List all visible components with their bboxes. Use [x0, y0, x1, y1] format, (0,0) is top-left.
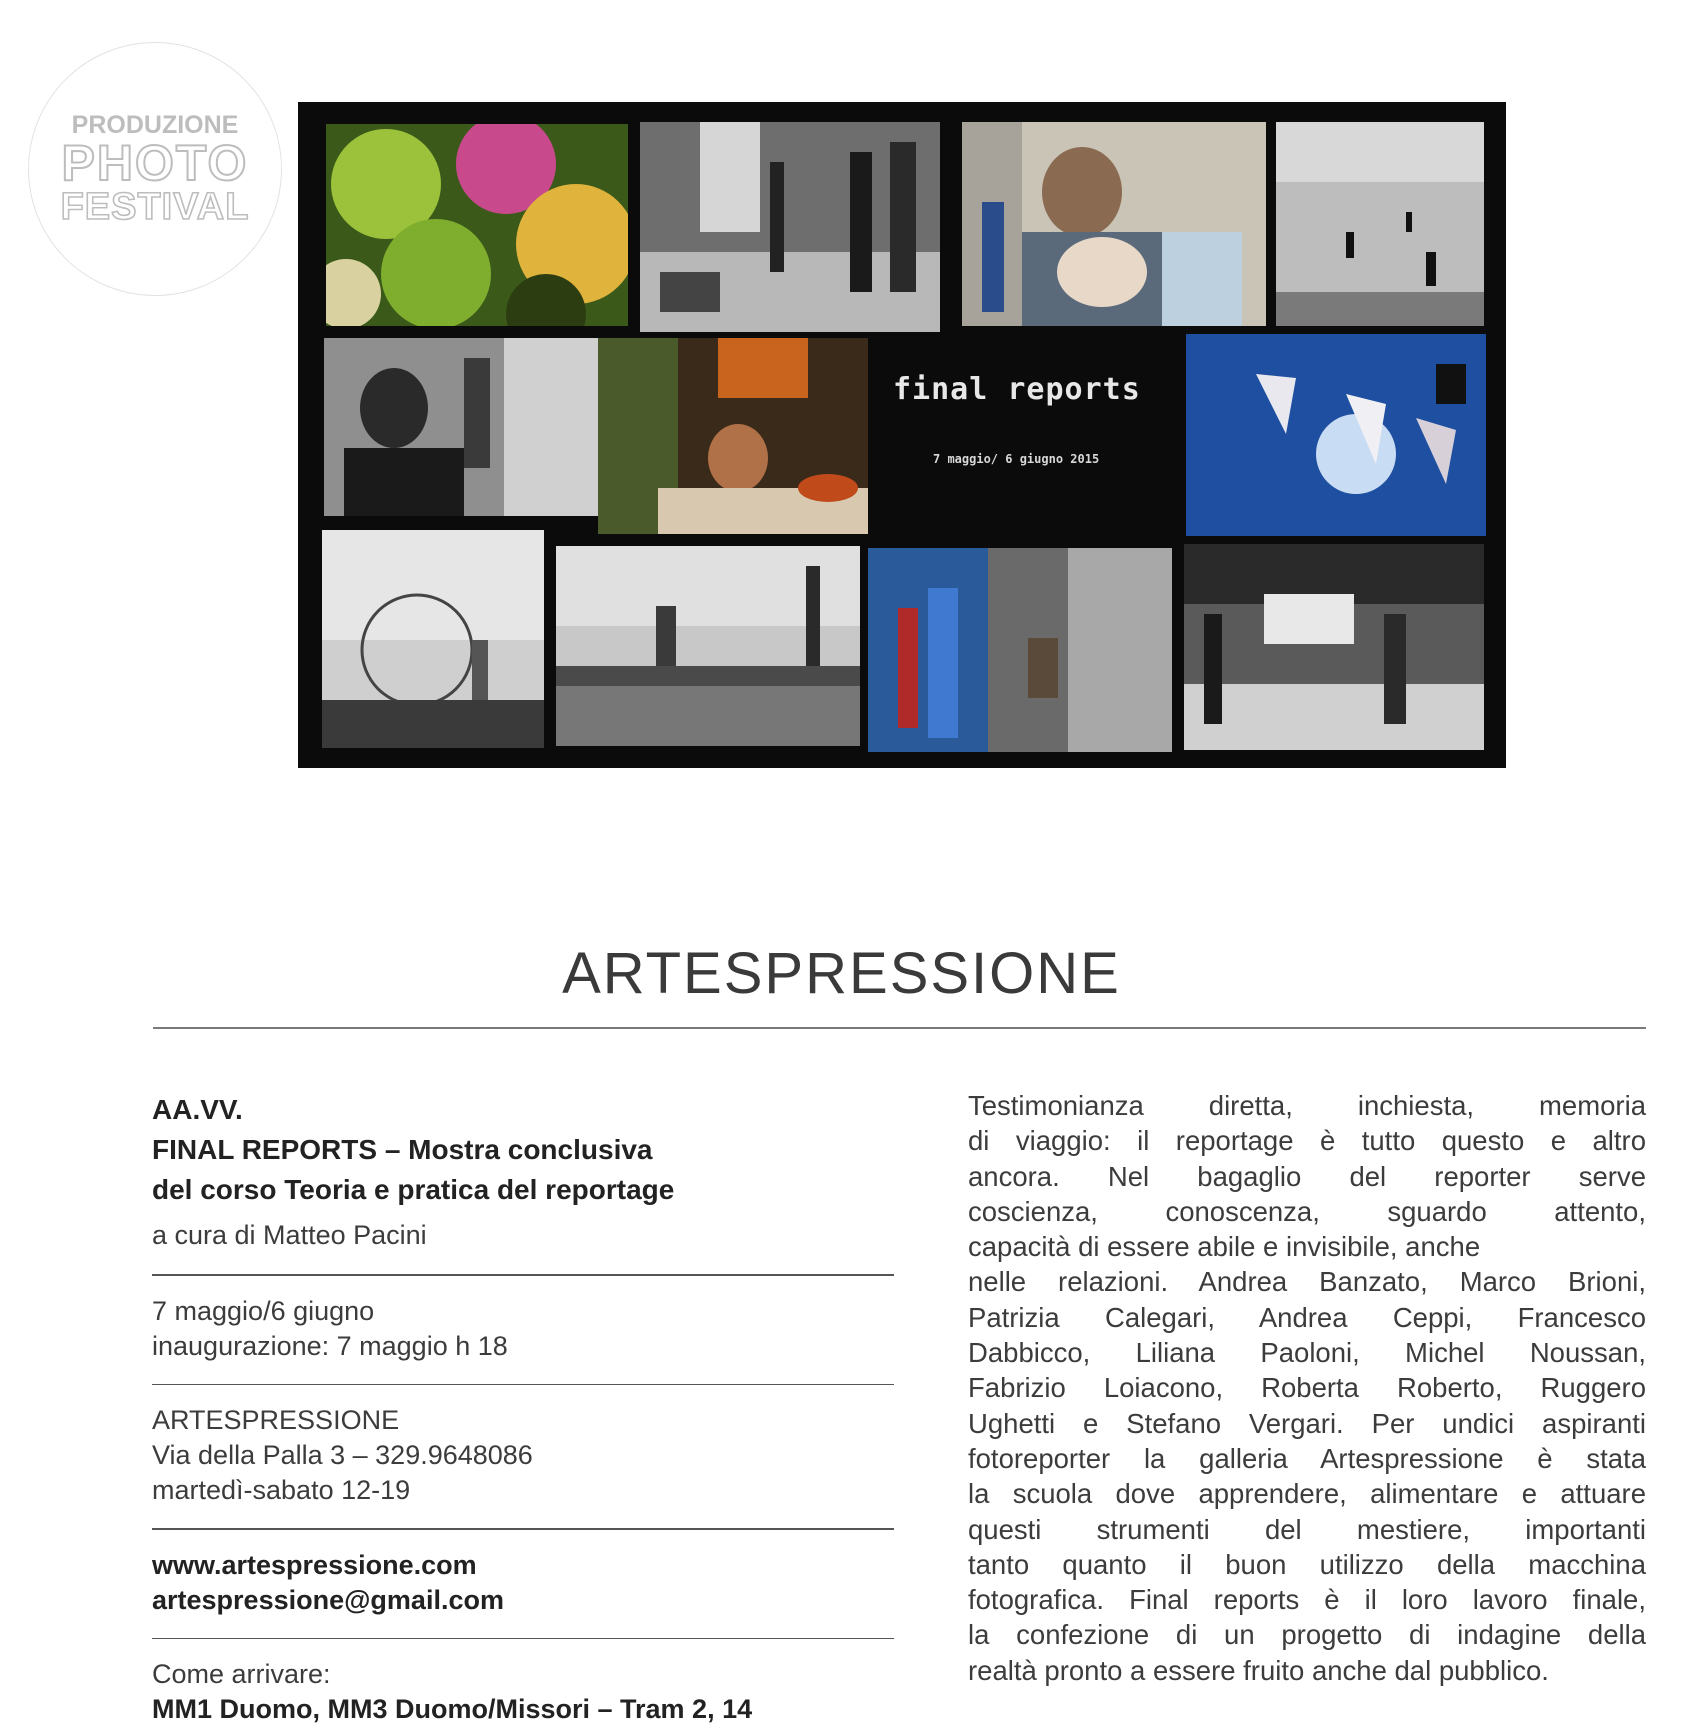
description-text [968, 1088, 1646, 1688]
photo-child-market [598, 338, 868, 534]
photo-man-in-cap [324, 338, 604, 516]
body-line: tanto quanto il buon utilizzo della macchina [968, 1548, 1646, 1580]
divider [152, 1638, 894, 1640]
body-line: nelle relazioni. Andrea Banzato, Marco Brioni, [968, 1266, 1646, 1298]
photo-alley-figures [868, 548, 1172, 752]
heading-divider [153, 1027, 1646, 1029]
body-line: Dabbicco, Liliana Paoloni, Michel Noussan, [968, 1337, 1646, 1369]
photo-father-child [962, 122, 1266, 326]
divider [152, 1384, 894, 1386]
curator: a cura di Matteo Pacini [152, 1220, 427, 1250]
photo-london-eye [322, 530, 544, 748]
collage-dates: 7 maggio/ 6 giugno 2015 [933, 452, 1100, 466]
address: Via della Palla 3 – 329.9648086 [152, 1440, 533, 1470]
exhibition-poster-collage [298, 102, 1506, 768]
directions-label: Come arrivare: [152, 1659, 331, 1689]
badge-line3: FESTIVAL [60, 186, 250, 228]
artist: AA.VV. [152, 1094, 243, 1125]
divider [152, 1528, 894, 1530]
photo-market-street [1184, 544, 1484, 750]
badge-line1: PRODUZIONE [71, 111, 239, 139]
exhibition-dates: 7 maggio/6 giugno [152, 1295, 375, 1326]
body-line: Fabrizio Loiacono, Roberta Roberto, Ruggero [968, 1372, 1646, 1404]
photo-station-walkers [640, 122, 940, 332]
body-line: Testimonianza diretta, inchiesta, memoria [968, 1090, 1646, 1121]
body-line: ancora. Nel bagaglio del reporter serve [968, 1160, 1646, 1192]
collage-title: final reports [893, 372, 1141, 407]
email-link[interactable]: artespressione@gmail.com [152, 1584, 504, 1615]
body-line: capacità di essere abile e invisibile, anche [968, 1231, 1481, 1263]
photo-flags-blue-sky [1186, 334, 1486, 536]
body-line: Patrizia Calegari, Andrea Ceppi, Francesco [968, 1301, 1646, 1333]
website-link[interactable]: www.artespressione.com [152, 1549, 477, 1580]
body-line: di viaggio: il reportage è tutto questo e altro [968, 1125, 1646, 1157]
exhibition-info [152, 1090, 894, 1727]
body-line: coscienza, conoscenza, sguardo attento, [968, 1195, 1646, 1227]
body-line: la confezione di un progetto di indagine della [968, 1619, 1646, 1651]
venue-heading: ARTESPRESSIONE [562, 941, 1121, 1006]
photo-beach-silhouettes [1276, 122, 1484, 326]
venue-name: ARTESPRESSIONE [152, 1405, 400, 1435]
body-line: Ughetti e Stefano Vergari. Per undici aspiranti [968, 1407, 1646, 1439]
body-line: fotoreporter la galleria Artespressione è stata [968, 1442, 1646, 1474]
opening: inaugurazione: 7 maggio h 18 [152, 1330, 508, 1361]
divider [152, 1274, 894, 1276]
directions: MM1 Duomo, MM3 Duomo/Missori – Tram 2, 14 [152, 1694, 753, 1724]
body-line: questi strumenti del mestiere, importanti [968, 1513, 1646, 1545]
body-line: realtà pronto a essere fruito anche dal pubblico. [968, 1654, 1549, 1686]
exhibition-title-line2: del corso Teoria e pratica del reportage [152, 1174, 675, 1205]
photo-colorful-crowd [326, 124, 628, 326]
photo-river-skyline [556, 546, 860, 746]
opening-hours: martedì-sabato 12-19 [152, 1475, 411, 1505]
body-line: fotografica. Final reports è il loro lavoro finale, [968, 1584, 1646, 1616]
body-line: la scuola dove apprendere, alimentare e attuare [968, 1478, 1646, 1510]
produzione-photo-festival-badge [28, 42, 282, 296]
badge-line2: PHOTO [61, 135, 249, 191]
exhibition-title-line1: FINAL REPORTS – Mostra conclusiva [152, 1134, 653, 1165]
